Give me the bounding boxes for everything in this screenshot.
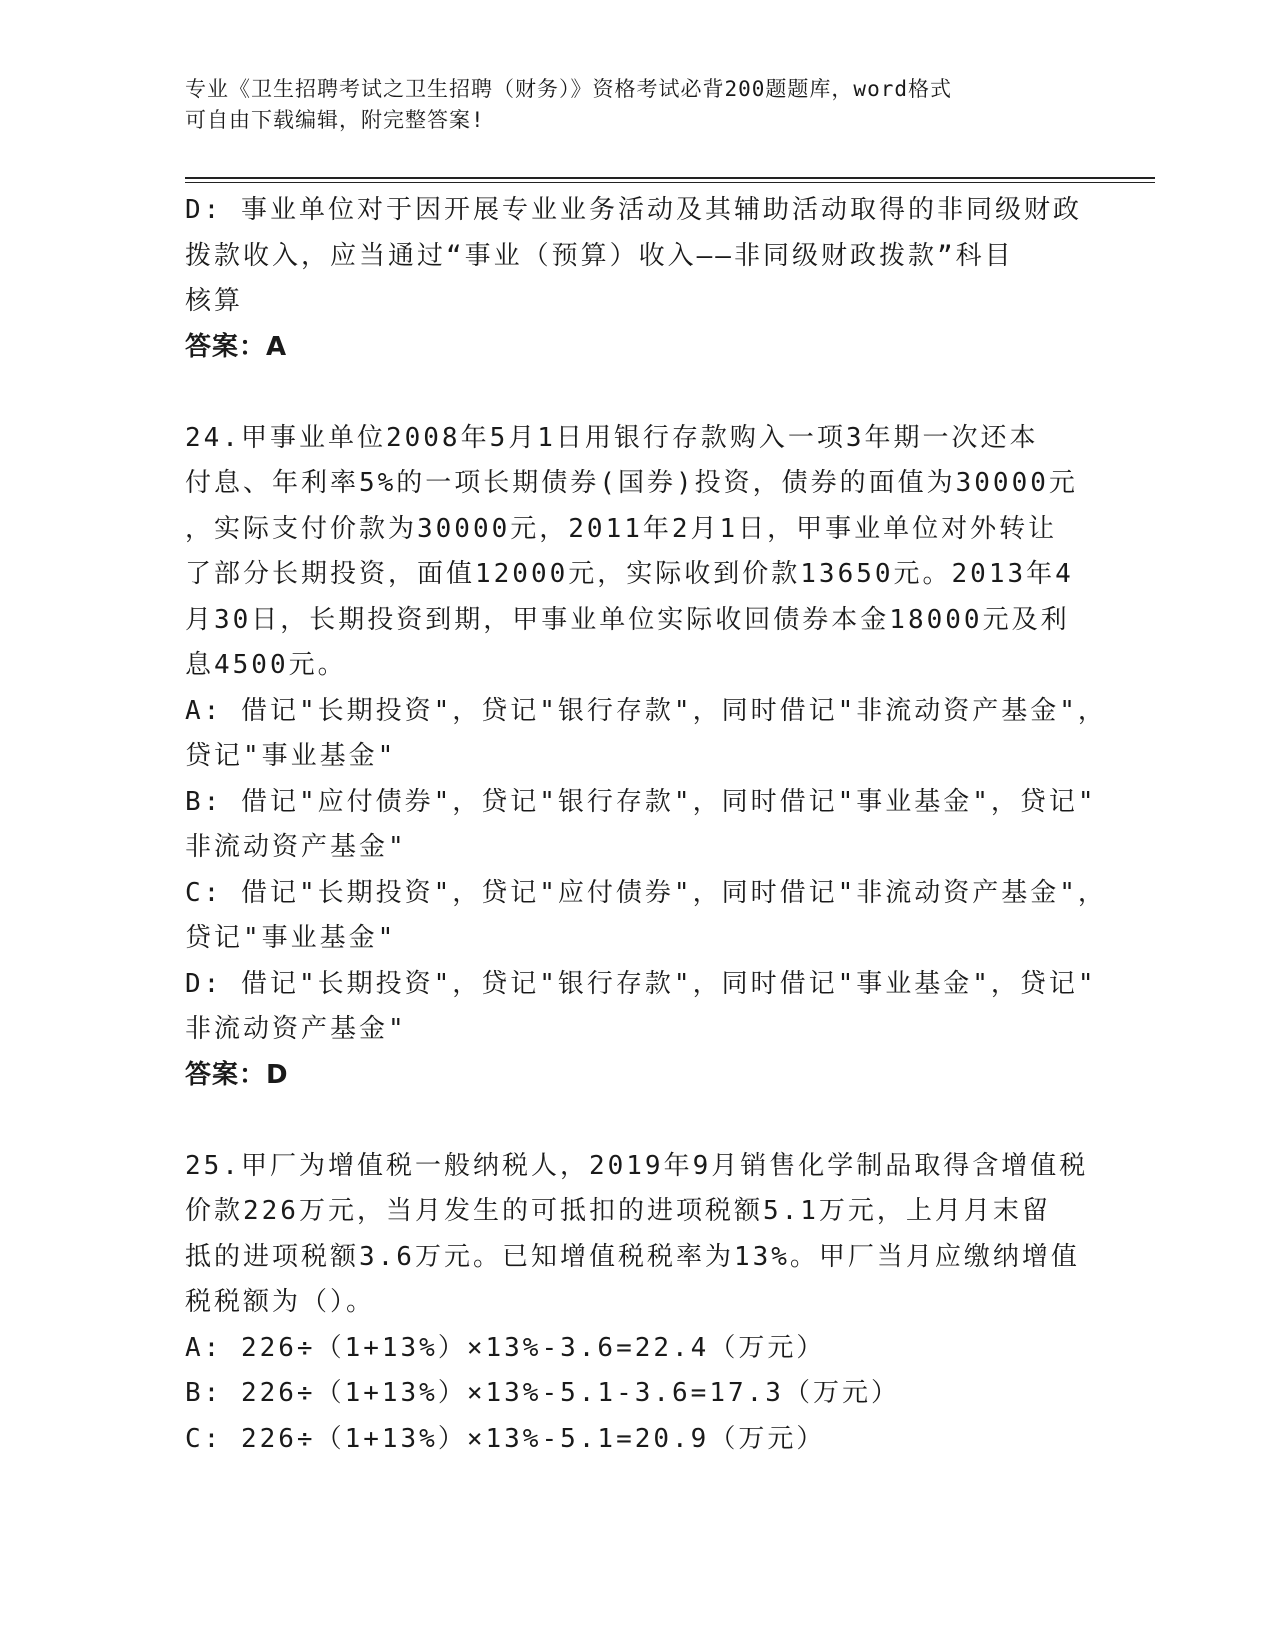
- header-rule-thin: [185, 182, 1155, 183]
- text-line: 付息、年利率5%的一项长期债券(国券)投资，债券的面值为30000元: [185, 468, 1078, 498]
- text-line: 核算: [185, 286, 244, 316]
- spacer: [185, 1098, 1075, 1144]
- q24-option-b: [185, 780, 1097, 871]
- q25-option-a: A: 226÷（1+13%）×13%-3.6=22.4（万元）: [185, 1332, 826, 1363]
- header-rule-thick: [185, 177, 1155, 179]
- text-line: 价款226万元，当月发生的可抵扣的进项税额5.1万元，上月月末留: [185, 1196, 1051, 1226]
- q23-option-d: [185, 188, 1082, 325]
- text-line: 了部分长期投资，面值12000元，实际收到价款13650元。2013年4: [185, 559, 1074, 589]
- text-line: 非流动资产基金": [185, 1014, 407, 1044]
- text-line: D: 事业单位对于因开展专业业务活动及其辅助活动取得的非同级财政: [185, 195, 1082, 225]
- text-line: 非流动资产基金": [185, 832, 407, 862]
- text-line: D: 借记"长期投资"，贷记"银行存款"，同时借记"事业基金"，贷记": [185, 968, 1097, 999]
- q23-answer: 答案：A: [185, 331, 288, 362]
- q24-answer: 答案：D: [185, 1059, 289, 1090]
- spacer: [185, 370, 1075, 416]
- q25-option-c: C: 226÷（1+13%）×13%-5.1=20.9（万元）: [185, 1423, 826, 1454]
- q24-option-d: [185, 962, 1097, 1053]
- text-line: 税税额为（）。: [185, 1287, 376, 1317]
- text-line: 息4500元。: [185, 650, 347, 680]
- text-line: 拨款收入，应当通过“事业（预算）收入——非同级财政拨款”科目: [185, 240, 1014, 271]
- document-content: [185, 188, 1107, 1462]
- text-line: 24.甲事业单位2008年5月1日用银行存款购入一项3年期一次还本: [185, 422, 1039, 453]
- header-line-2: 可自由下载编辑，附完整答案!: [185, 108, 485, 132]
- text-line: B: 借记"应付债券"，贷记"银行存款"，同时借记"事业基金"，贷记": [185, 786, 1097, 817]
- q25-option-b: B: 226÷（1+13%）×13%-5.1-3.6=17.3（万元）: [185, 1378, 900, 1408]
- q25-stem: [185, 1144, 1089, 1326]
- text-line: 贷记"事业基金": [185, 741, 397, 771]
- text-line: 月30日，长期投资到期，甲事业单位实际收回债券本金18000元及利: [185, 604, 1070, 635]
- header-line-1: 专业《卫生招聘考试之卫生招聘（财务）》资格考试必背200题题库，word格式: [185, 77, 952, 101]
- text-line: 抵的进项税额3.6万元。已知增值税税率为13%。甲厂当月应缴纳增值: [185, 1241, 1080, 1272]
- text-line: A: 借记"长期投资"，贷记"银行存款"，同时借记"非流动资产基金"，: [185, 695, 1107, 726]
- text-line: ，实际支付价款为30000元，2011年2月1日，甲事业单位对外转让: [185, 513, 1058, 544]
- text-line: 贷记"事业基金": [185, 923, 397, 953]
- q24-option-c: [185, 871, 1107, 962]
- page-header: [185, 74, 1085, 136]
- q24-option-a: [185, 689, 1107, 780]
- text-line: 25.甲厂为增值税一般纳税人，2019年9月销售化学制品取得含增值税: [185, 1150, 1089, 1181]
- q24-stem: [185, 416, 1078, 689]
- text-line: C: 借记"长期投资"，贷记"应付债券"，同时借记"非流动资产基金"，: [185, 877, 1107, 908]
